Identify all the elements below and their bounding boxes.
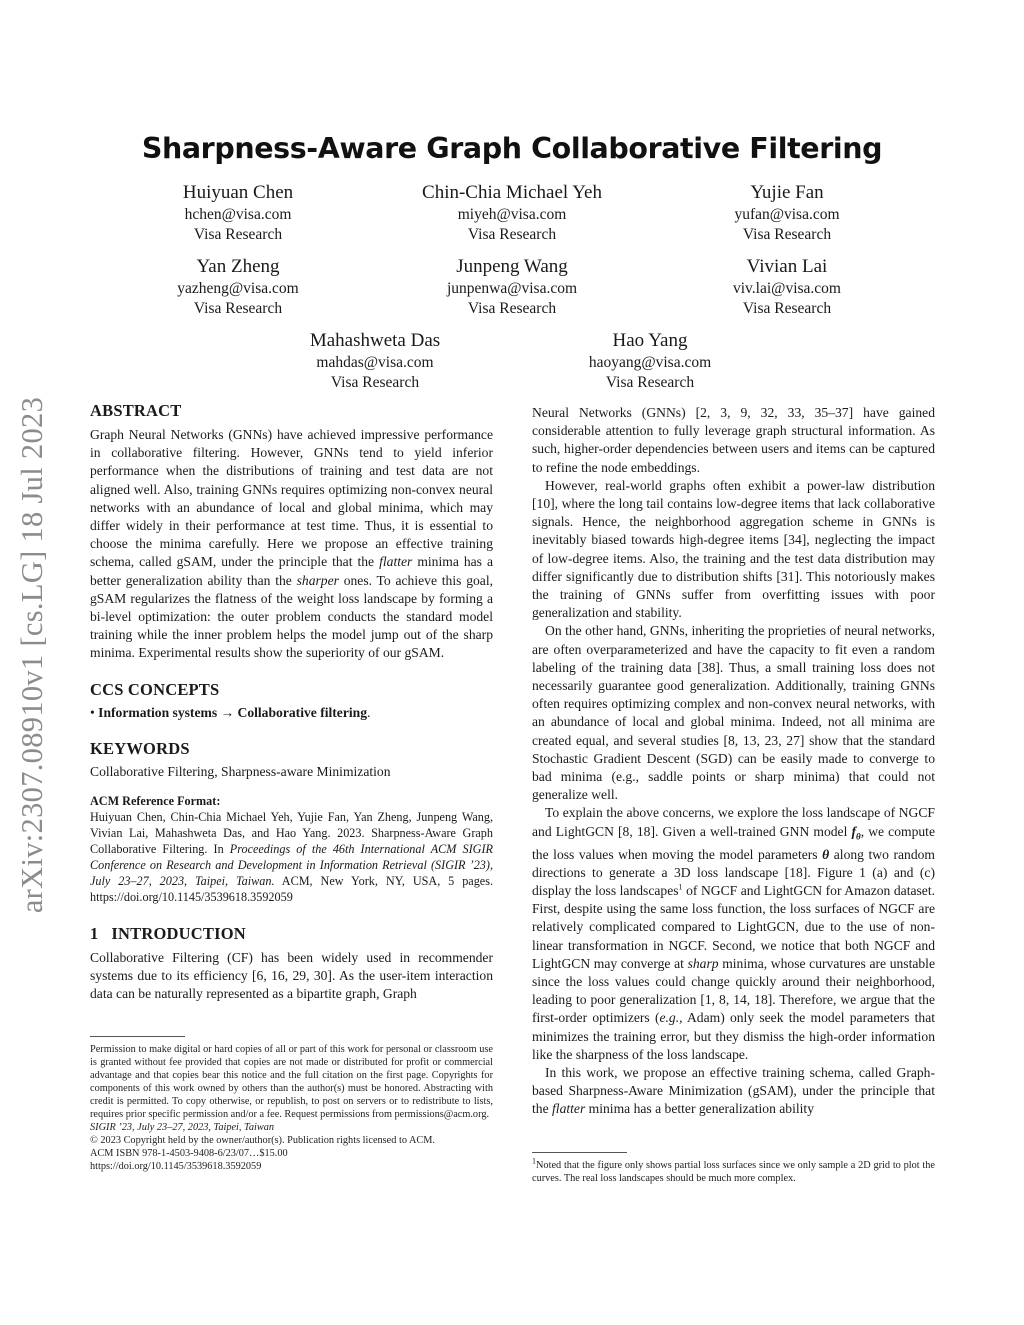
author-affiliation: Visa Research: [742, 300, 832, 317]
abstract-heading: ABSTRACT: [90, 401, 182, 420]
author-affiliation: Visa Research: [467, 226, 557, 243]
venue-line: SIGIR ’23, July 23–27, 2023, Taipei, Taiwan: [90, 1122, 275, 1133]
footnote: [532, 1152, 935, 1185]
permission-text: Permission to make digital or hard copies of all or part of this work for personal or classroom use is granted without fee provided that copies are not made or distributed for profit or commercial advantage and that copies bear this notice and the full citation on the first page. Copyrights for components of this work owned by others than the author(s) must be honored. Abstracting with credit is permitted. To copy otherwise, or republish, to post on servers or to redistribute to lists, requires prior specific permission and/or a fee. Request permissions from permissions@acm.org.: [90, 1044, 493, 1120]
intro-paragraph: Neural Networks (GNNs) [2, 3, 9, 32, 33, 35–37] have gained considerable attention to fully leverage graph structural information. As such, higher-order dependencies between users and items can be captured to refine the node embeddings.: [532, 405, 935, 475]
intro-paragraph: Collaborative Filtering (CF) has been widely used in recommender systems due to its efficiency [6, 16, 29, 30]. As the user-item interaction data can be naturally represented as a bipartite graph, Graph: [90, 950, 493, 1002]
author-block: [372, 255, 652, 319]
doi-link[interactable]: https://doi.org/10.1145/3539618.3592059: [90, 1161, 262, 1172]
author-email[interactable]: hchen@visa.com: [184, 206, 292, 223]
author-affiliation: Visa Research: [330, 374, 420, 391]
author-affiliation: Visa Research: [193, 226, 283, 243]
author-name: Hao Yang: [612, 330, 688, 351]
intro-paragraph: In this work, we propose an effective training schema, called Graph-based Sharpness-Aware Minimization (gSAM), under the principle that the flatter minima has a better generalization ability: [532, 1065, 935, 1117]
ccs-heading: CCS CONCEPTS: [90, 679, 220, 699]
author-name: Junpeng Wang: [456, 256, 568, 277]
isbn-line: ACM ISBN 978-1-4503-9408-6/23/07…$15.00: [90, 1148, 288, 1159]
ccs-concepts: • Information systems → Collaborative filtering.: [90, 704, 371, 720]
paper-title: Sharpness-Aware Graph Collaborative Filtering: [141, 132, 883, 165]
author-name: Huiyuan Chen: [182, 182, 294, 203]
footer-divider: [90, 1036, 185, 1037]
abstract-text: Graph Neural Networks (GNNs) have achieved impressive performance in collaborative filtering. However, GNNs tend to yield inferior performance when the distributions of training and test data are not aligned well. Also, training GNNs requires optimizing non-convex neural networks with an abundance of local and global minima, which may differ widely in their performance at test time. Thus, it is essential to choose the minima carefully. Here we propose an effective training schema, called gSAM, under the principle that the flatter minima has a better generalization ability than the sharper ones. To achieve this goal, gSAM regularizes the flatness of the weight loss landscape by forming a bi-level optimization: the outer problem conducts the standard model training while the inner problem helps the model jump out of the sharp minima. Experimental results show the superiority of our gSAM.: [90, 427, 493, 661]
left-column: [90, 400, 493, 1004]
introduction-heading: 1 INTRODUCTION: [90, 924, 246, 944]
acm-reference-text: Huiyuan Chen, Chin-Chia Michael Yeh, Yujie Fan, Yan Zheng, Junpeng Wang, Vivian Lai, Mahashweta Das, and Hao Yang. 2023. Sharpness-Aware Graph Collaborative Filtering. In Proceedings of the 46th International ACM SIGIR Conference on Research and Development in Information Retrieval (SIGIR ’23), July 23–27, 2023, Taipei, Taiwan. ACM, New York, NY, USA, 5 pages. https://doi.org/10.1145/3539618.3592059: [90, 810, 494, 905]
author-affiliation: Visa Research: [605, 374, 695, 391]
acm-reference-heading: ACM Reference Format:: [90, 794, 221, 809]
author-block: [98, 255, 378, 319]
author-affiliation: Visa Research: [193, 300, 283, 317]
math-symbol: θ: [822, 846, 830, 862]
footer-divider: [532, 1152, 627, 1153]
author-name: Chin-Chia Michael Yeh: [422, 182, 602, 203]
footnote-marker[interactable]: 1: [678, 882, 683, 892]
author-block: [98, 181, 378, 245]
author-block: [235, 329, 515, 393]
author-affiliation: Visa Research: [467, 300, 557, 317]
author-name: Mahashweta Das: [309, 330, 441, 351]
author-block: [510, 329, 790, 393]
permission-block: [90, 1036, 493, 1173]
author-email[interactable]: haoyang@visa.com: [588, 354, 712, 371]
intro-paragraph: On the other hand, GNNs, inheriting the proprieties of neural networks, are often overparameterized and have the capacity to fit even a random labeling of the training data [38]. Thus, a small training loss does not necessarily guarantee good generalization. Additionally, training GNNs often requires optimizing complex and non-convex neural networks, with an abundance of local and global minima. Indeed, not all minima are created equal, and several studies [8, 13, 23, 27] show that the standard Stochastic Gradient Descent (SGD) can be easily made to converge to bad minima (e.g., saddle points or sharp minima) that could not generalize well.: [532, 623, 935, 803]
author-block: [647, 181, 927, 245]
author-name: Yan Zheng: [196, 256, 280, 277]
author-name: Yujie Fan: [750, 182, 824, 203]
footnote-text: $^1$Noted that the figure only shows partial loss surfaces since we only sample a 2D grid to plot the curves. The real loss landscapes should be much more complex.: [532, 1156, 935, 1184]
keywords-heading: KEYWORDS: [90, 738, 190, 758]
author-affiliation: Visa Research: [742, 226, 832, 243]
author-block: [647, 255, 927, 319]
author-email[interactable]: junpenwa@visa.com: [446, 280, 578, 297]
author-email[interactable]: yufan@visa.com: [734, 206, 840, 223]
arxiv-stamp: arXiv:2307.08910v1 [cs.LG] 18 Jul 2023: [15, 396, 49, 914]
author-name: Vivian Lai: [746, 256, 828, 277]
author-email[interactable]: mahdas@visa.com: [316, 354, 434, 371]
intro-paragraph: To explain the above concerns, we explore the loss landscape of NGCF and LightGCN [8, 18]. Given a well-trained GNN model $f_\theta$, we compute the loss values when moving the model parameters θ along two random directions to generate a 3D loss landscape [18]. Figure 1 (a) and (c) display the loss landscapes$^1$ of NGCF and LightGCN for Amazon dataset. First, despite using the same loss function, the loss surfaces of NGCF are relatively complicated compared to LightGCN, due to the use of non-linear transformation in NGCF. Second, we notice that both NGCF and LightGCN may converge at sharp minima, whose curvatures are unstable since the loss values could change quickly around their neighborhood, leading to poor generalization [1, 8, 14, 18]. Therefore, we argue that the first-order optimizers (e.g., Adam) only seek the model parameters that minimizes the training error, but they dismiss the high-order information like the sharpness of the loss landscape.: [532, 805, 936, 1062]
author-email[interactable]: yazheng@visa.com: [177, 280, 299, 297]
keywords-text: Collaborative Filtering, Sharpness-aware Minimization: [90, 763, 391, 779]
intro-paragraph: However, real-world graphs often exhibit a power-law distribution [10], where the long tail contains low-degree items that lack collaborative signals. Hence, the neighborhood aggregation scheme in GNNs is inevitably biased towards high-degree items [34], neglecting the impact of low-degree items. Also, the training and the test data distribution may differ significantly due to distribution shifts [31]. This notoriously makes the training of GNNs suffer from overfitting issues with poor generalization and stability.: [532, 477, 935, 621]
math-symbol: $f_\theta$: [851, 823, 861, 842]
author-block: [372, 181, 652, 245]
author-email[interactable]: miyeh@visa.com: [457, 206, 567, 223]
right-column: [532, 404, 935, 1119]
copyright-line: © 2023 Copyright held by the owner/author(s). Publication rights licensed to ACM.: [90, 1135, 436, 1146]
author-email[interactable]: viv.lai@visa.com: [733, 280, 841, 297]
